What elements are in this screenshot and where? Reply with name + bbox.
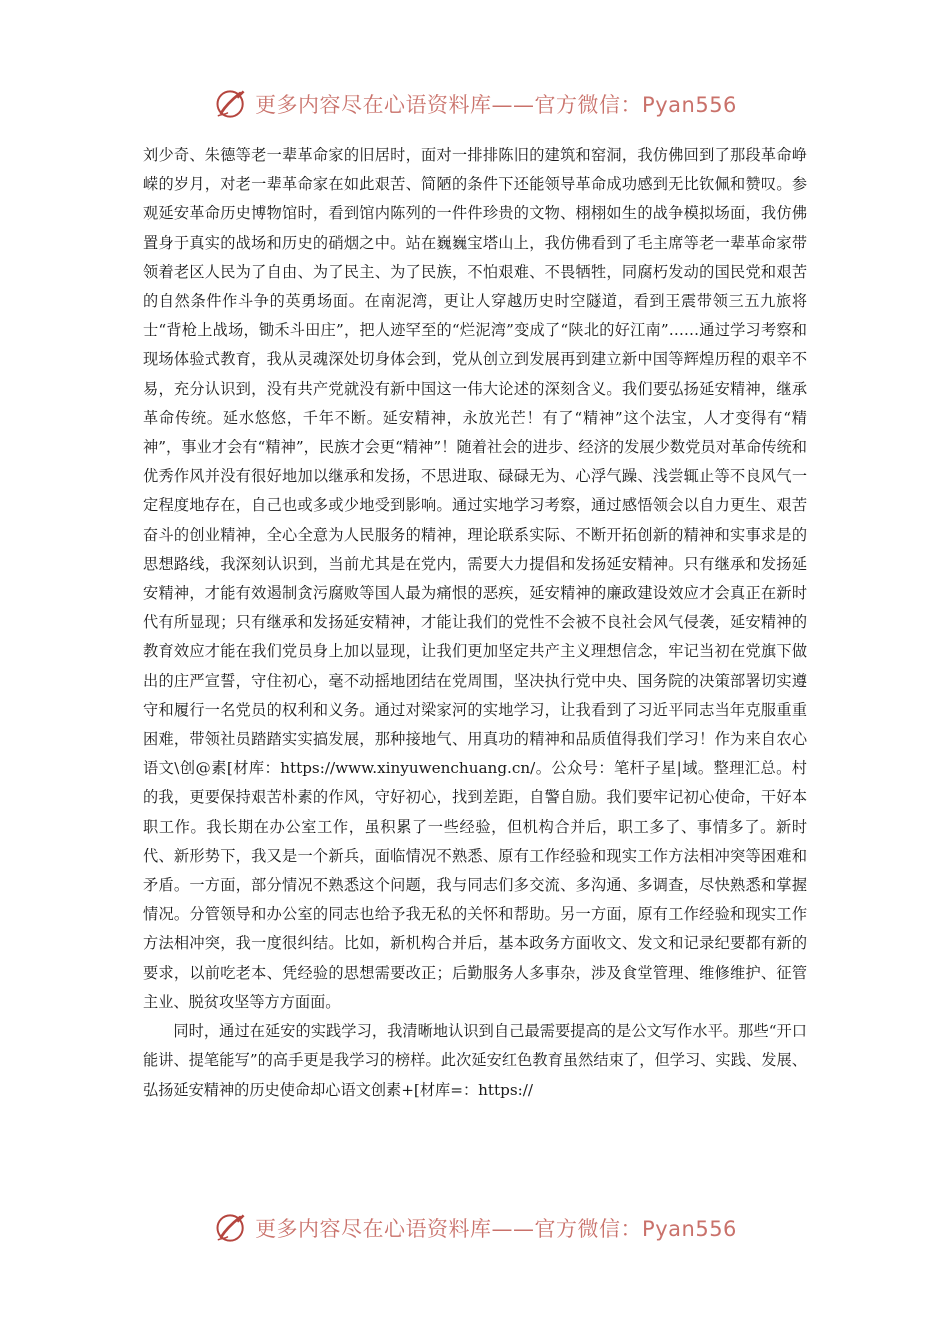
footer-watermark-banner xyxy=(0,1208,950,1248)
watermark-text: 更多内容尽在心语资料库——官方微信：Pyan556 xyxy=(255,93,737,117)
header-watermark-banner xyxy=(0,84,950,124)
body-paragraph-2: 同时，通过在延安的实践学习，我清晰地认识到自己最需要提高的是公文写作水平。那些“开口能讲、提笔能写”的高手更是我学习的榜样。此次延安红色教育虽然结束了，但学习、实践、发展、弘扬延安精神的历史使命却心语文创素+[材库=：https:// xyxy=(143,1022,807,1099)
pen-signature-logo-icon xyxy=(213,1210,249,1246)
watermark-text: 更多内容尽在心语资料库——官方微信：Pyan556 xyxy=(255,1217,737,1241)
pen-signature-logo-icon xyxy=(213,86,249,122)
body-paragraph-1: 刘少奇、朱德等老一辈革命家的旧居时，面对一排排陈旧的建筑和窑洞，我仿佛回到了那段革命峥嵘的岁月，对老一辈革命家在如此艰苦、简陋的条件下还能领导革命成功感到无比钦佩和赞叹。参观延安革命历史博物馆时，看到馆内陈列的一件件珍贵的文物、栩栩如生的战争模拟场面，我仿佛置身于真实的战场和历史的硝烟之中。站在巍巍宝塔山上，我仿佛看到了毛主席等老一辈革命家带领着老区人民为了自由、为了民主、为了民族，不怕艰难、不畏牺牲，同腐朽发动的国民党和艰苦的自然条件作斗争的英勇场面。在南泥湾，更让人穿越历史时空隧道，看到王震带领三五九旅将士“背枪上战场，锄禾斗田庄”，把人迹罕至的“烂泥湾”变成了“陕北的好江南”……通过学习考察和现场体验式教育，我从灵魂深处切身体会到，党从创立到发展再到建立新中国等辉煌历程的艰辛不易，充分认识到，没有共产党就没有新中国这一伟大论述的深刻含义。我们要弘扬延安精神，继承革命传统。延水悠悠，千年不断。延安精神，永放光芒！有了“精神”这个法宝，人才变得有“精神”，事业才会有“精神”，民族才会更“精神”！随着社会的进步、经济的发展少数党员对革命传统和优秀作风并没有很好地加以继承和发扬，不思进取、碌碌无为、心浮气躁、浅尝辄止等不良风气一定程度地存在，自己也或多或少地受到影响。通过实地学习考察，通过感悟领会以自力更生、艰苦奋斗的创业精神，全心全意为人民服务的精神，理论联系实际、不断开拓创新的精神和实事求是的思想路线，我深刻认识到，当前尤其是在党内，需要大力提倡和发扬延安精神。只有继承和发扬延安精神，才能有效遏制贪污腐败等国人最为痛恨的恶疾，延安精神的廉政建设效应才会真正在新时代有所显现；只有继承和发扬延安精神，才能让我们的党性不会被不良社会风气侵袭，延安精神的教育效应才能在我们党员身上加以显现，让我们更加坚定共产主义理想信念，牢记当初在党旗下做出的庄严宣誓，守住初心，毫不动摇地团结在党周围，坚决执行党中央、国务院的决策部署切实遵守和履行一名党员的权利和义务。通过对梁家河的实地学习，让我看到了习近平同志当年克服重重困难，带领社员踏踏实实搞发展，那种接地气、用真功的精神和品质值得我们学习！作为来自农心语文\创@素[材库：https://www.xinyuwenchuang.cn/。公众号：笔杆子星|域。整理汇总。村的我，更要保持艰苦朴素的作风，守好初心，找到差距，自警自励。我们要牢记初心使命，干好本职工作。我长期在办公室工作，虽积累了一些经验，但机构合并后，职工多了、事情多了。新时代、新形势下，我又是一个新兵，面临情况不熟悉、原有工作经验和现实工作方法相冲突等困难和矛盾。一方面，部分情况不熟悉这个问题，我与同志们多交流、多沟通、多调查，尽快熟悉和掌握情况。分管领导和办公室的同志也给予我无私的关怀和帮助。另一方面，原有工作经验和现实工作方法相冲突，我一度很纠结。比如，新机构合并后，基本政务方面收文、发文和记录纪要都有新的要求，以前吃老本、凭经验的思想需要改正；后勤服务人多事杂，涉及食堂管理、维修维护、征管主业、脱贫攻坚等方方面面。 xyxy=(143,146,807,1011)
document-body xyxy=(143,141,807,1105)
